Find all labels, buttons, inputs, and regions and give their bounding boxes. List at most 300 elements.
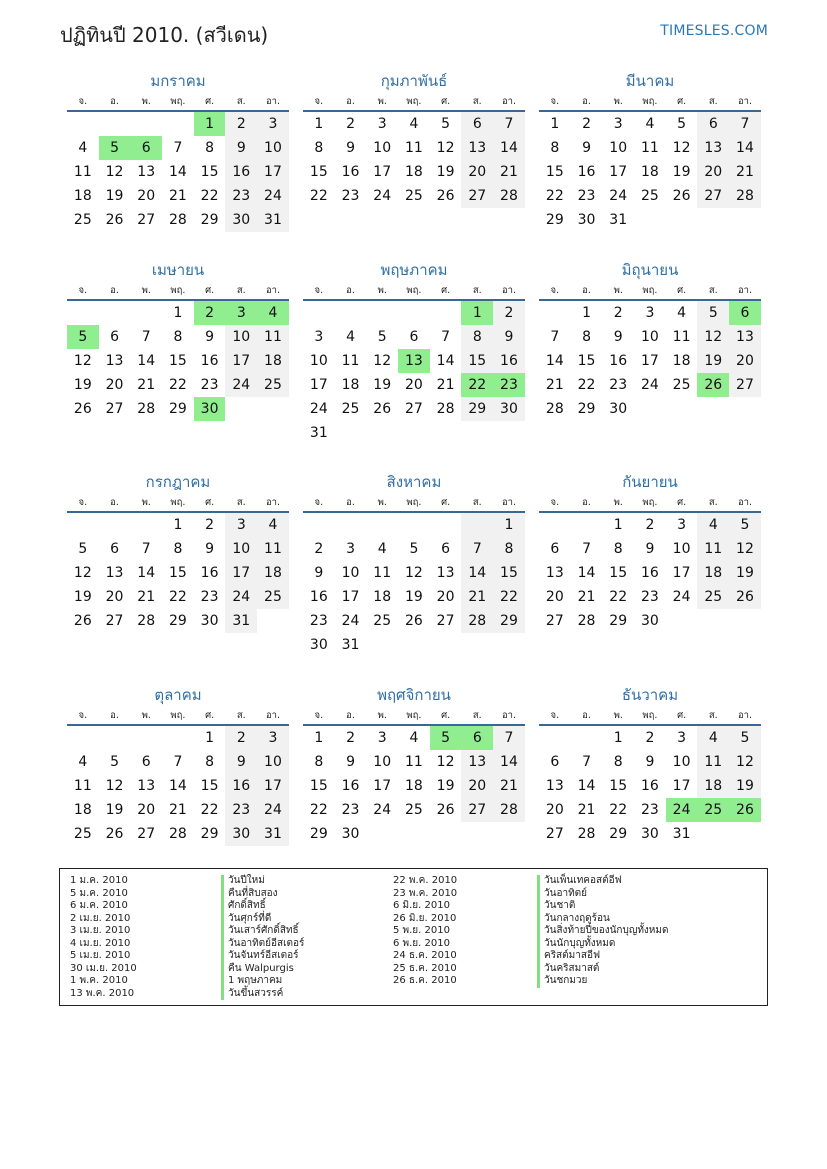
- day-cell: 21: [493, 160, 525, 184]
- weekday-label: ศ.: [441, 285, 451, 296]
- day-cell: 10: [225, 325, 257, 349]
- weekday-label: ส.: [708, 285, 718, 296]
- weekday-label: จ.: [550, 497, 560, 508]
- day-cell: 8: [314, 754, 324, 770]
- day-cell: 3: [677, 730, 687, 746]
- day-cell: 24: [257, 184, 289, 208]
- holiday-date: 4 เม.ย. 2010: [70, 937, 131, 949]
- day-cell: 14: [493, 750, 525, 774]
- holiday-names-col-1: [221, 875, 304, 1000]
- holiday-date: 1 ม.ค. 2010: [70, 875, 128, 886]
- day-grid: [303, 112, 525, 208]
- day-cell: 19: [672, 164, 691, 180]
- day-cell: 17: [257, 160, 289, 184]
- day-cell: 27: [545, 613, 564, 629]
- day-cell: 24: [309, 401, 328, 417]
- day-cell: 24: [341, 613, 360, 629]
- day-cell: 20: [545, 589, 564, 605]
- day-cell: 3: [257, 726, 289, 750]
- day-cell: 14: [137, 565, 156, 581]
- day-cell: 14: [729, 136, 761, 160]
- holiday-names-col-2: [537, 875, 669, 988]
- day-grid: [67, 513, 289, 633]
- day-cell: 11: [341, 353, 360, 369]
- day-cell: 20: [461, 160, 493, 184]
- day-cell: 25: [257, 585, 289, 609]
- day-cell: 21: [137, 589, 156, 605]
- weekday-label: ส.: [708, 710, 718, 721]
- weekday-label: พ.: [377, 96, 387, 107]
- day-cell: 4: [78, 140, 88, 156]
- day-cell: 9: [205, 541, 215, 557]
- day-cell: 29: [577, 401, 596, 417]
- holiday-date: 5 ม.ค. 2010: [70, 887, 128, 899]
- empty-day-cell: [130, 513, 162, 537]
- day-cell: 4: [409, 116, 419, 132]
- weekday-header: [539, 706, 761, 726]
- day-cell: 16: [640, 565, 659, 581]
- day-cell: 4: [346, 329, 355, 345]
- empty-day-cell: [99, 301, 131, 325]
- day-cell: 29: [609, 826, 628, 842]
- day-cell: 14: [577, 565, 596, 581]
- day-cell: 12: [436, 754, 455, 770]
- day-cell: 15: [609, 565, 628, 581]
- day-cell: 10: [672, 541, 691, 557]
- day-cell: 29: [609, 613, 628, 629]
- holiday-day-cell: 1: [194, 112, 226, 136]
- day-cell: 31: [341, 637, 360, 653]
- day-cell: 8: [205, 754, 215, 770]
- day-cell: 11: [257, 537, 289, 561]
- holiday-day-cell: 4: [257, 301, 289, 325]
- day-cell: 18: [672, 353, 691, 369]
- day-cell: 17: [640, 353, 659, 369]
- empty-day-cell: [539, 301, 571, 325]
- day-cell: 24: [640, 377, 659, 393]
- day-cell: 9: [493, 325, 525, 349]
- day-cell: 29: [493, 609, 525, 633]
- day-cell: 6: [461, 112, 493, 136]
- day-cell: 16: [341, 778, 360, 794]
- weekday-label: ส.: [236, 497, 246, 508]
- holiday-name: วันจันทร์อีสเตอร์: [221, 950, 304, 963]
- day-grid: [303, 513, 525, 657]
- day-cell: 2: [493, 301, 525, 325]
- day-cell: 4: [78, 754, 88, 770]
- day-cell: 19: [729, 561, 761, 585]
- holiday-day-cell: 30: [194, 397, 226, 421]
- day-cell: 31: [672, 826, 691, 842]
- holiday-name: วันชาติ: [537, 900, 669, 913]
- day-cell: 22: [200, 188, 219, 204]
- day-cell: 12: [105, 778, 124, 794]
- weekday-label: อา.: [737, 285, 752, 296]
- day-cell: 3: [677, 517, 687, 533]
- month-name: พฤศจิกายน: [377, 686, 451, 704]
- month-name: มิถุนายน: [621, 261, 679, 279]
- weekday-label: ศ.: [205, 710, 215, 721]
- weekday-label: อา.: [501, 710, 516, 721]
- weekday-label: พฤ.: [170, 285, 186, 296]
- day-cell: 11: [640, 140, 659, 156]
- day-cell: 27: [105, 401, 124, 417]
- holiday-day-cell: 6: [461, 726, 493, 750]
- day-cell: 8: [173, 329, 183, 345]
- day-cell: 20: [404, 377, 423, 393]
- day-cell: 23: [309, 613, 328, 629]
- weekday-label: พ.: [613, 96, 623, 107]
- day-cell: 19: [404, 589, 423, 605]
- day-cell: 24: [257, 798, 289, 822]
- weekday-label: ส.: [236, 710, 246, 721]
- weekday-label: ศ.: [205, 497, 215, 508]
- weekday-label: พ.: [613, 497, 623, 508]
- weekday-header: [539, 281, 761, 301]
- weekday-label: ศ.: [677, 285, 687, 296]
- day-cell: 24: [225, 373, 257, 397]
- weekday-header: [67, 706, 289, 726]
- day-cell: 28: [577, 613, 596, 629]
- day-cell: 16: [309, 589, 328, 605]
- day-cell: 26: [105, 826, 124, 842]
- day-cell: 17: [341, 589, 360, 605]
- day-cell: 18: [640, 164, 659, 180]
- day-cell: 22: [609, 802, 628, 818]
- day-cell: 26: [436, 802, 455, 818]
- weekday-label: พฤ.: [170, 96, 186, 107]
- empty-day-cell: [99, 112, 131, 136]
- day-cell: 2: [582, 116, 591, 132]
- day-cell: 18: [257, 561, 289, 585]
- weekday-header: [303, 493, 525, 513]
- holiday-list: [59, 868, 768, 1006]
- day-cell: 5: [677, 116, 687, 132]
- weekday-header: [303, 706, 525, 726]
- day-cell: 27: [461, 184, 493, 208]
- day-cell: 21: [436, 377, 455, 393]
- holiday-name: วันสิ่งท้ายปีของนักบุญทั้งหมด: [537, 925, 669, 938]
- day-cell: 9: [346, 754, 355, 770]
- weekday-header: [539, 92, 761, 112]
- day-cell: 17: [373, 164, 392, 180]
- day-cell: 3: [257, 112, 289, 136]
- day-cell: 31: [225, 609, 257, 633]
- day-cell: 6: [550, 541, 560, 557]
- holiday-name: 1 พฤษภาคม: [221, 975, 304, 988]
- holiday-dates-col-2: [393, 875, 457, 988]
- day-cell: 21: [577, 802, 596, 818]
- day-cell: 9: [582, 140, 591, 156]
- day-cell: 23: [640, 802, 659, 818]
- day-cell: 26: [672, 188, 691, 204]
- day-cell: 15: [609, 778, 628, 794]
- day-cell: 27: [137, 826, 156, 842]
- day-cell: 8: [461, 325, 493, 349]
- weekday-label: อ.: [346, 710, 355, 721]
- day-cell: 30: [640, 613, 659, 629]
- weekday-label: จ.: [550, 710, 560, 721]
- holiday-name: วันเสาร์ศักดิ์สิทธิ์: [221, 925, 304, 938]
- day-cell: 22: [493, 585, 525, 609]
- day-cell: 24: [609, 188, 628, 204]
- day-cell: 5: [409, 541, 419, 557]
- day-cell: 16: [609, 353, 628, 369]
- empty-day-cell: [67, 513, 99, 537]
- day-cell: 15: [461, 349, 493, 373]
- day-cell: 10: [609, 140, 628, 156]
- day-cell: 7: [582, 541, 591, 557]
- day-cell: 7: [729, 112, 761, 136]
- day-cell: 16: [200, 353, 219, 369]
- holiday-day-cell: 26: [697, 373, 729, 397]
- holiday-date: 25 ธ.ค. 2010: [393, 962, 457, 974]
- holiday-date: 5 พ.ย. 2010: [393, 925, 450, 936]
- day-cell: 7: [582, 754, 591, 770]
- day-cell: 6: [110, 541, 119, 557]
- holiday-date: 2 เม.ย. 2010: [70, 912, 131, 924]
- weekday-label: พ.: [377, 497, 387, 508]
- day-cell: 13: [137, 778, 156, 794]
- holiday-name: วันอาทิตย์: [537, 888, 669, 901]
- weekday-label: อา.: [265, 285, 280, 296]
- day-cell: 12: [373, 353, 392, 369]
- day-cell: 17: [309, 377, 328, 393]
- day-cell: 19: [436, 164, 455, 180]
- day-cell: 30: [341, 826, 360, 842]
- day-cell: 15: [168, 353, 187, 369]
- day-cell: 18: [73, 188, 92, 204]
- day-cell: 22: [168, 589, 187, 605]
- day-cell: 31: [609, 212, 628, 228]
- day-cell: 27: [461, 798, 493, 822]
- day-cell: 2: [645, 730, 655, 746]
- day-cell: 29: [200, 826, 219, 842]
- day-cell: 8: [550, 140, 560, 156]
- day-cell: 28: [729, 184, 761, 208]
- day-cell: 22: [200, 802, 219, 818]
- weekday-label: ส.: [472, 285, 482, 296]
- day-grid: [539, 513, 761, 633]
- day-cell: 8: [314, 140, 324, 156]
- day-cell: 29: [309, 826, 328, 842]
- day-cell: 6: [441, 541, 451, 557]
- day-cell: 11: [257, 325, 289, 349]
- empty-day-cell: [99, 726, 131, 750]
- day-cell: 17: [672, 778, 691, 794]
- day-cell: 3: [377, 730, 387, 746]
- day-cell: 1: [493, 513, 525, 537]
- month-name: เมษายน: [151, 261, 205, 279]
- day-cell: 13: [545, 778, 564, 794]
- day-cell: 19: [73, 377, 92, 393]
- day-cell: 20: [137, 802, 156, 818]
- day-cell: 25: [640, 188, 659, 204]
- day-cell: 12: [73, 353, 92, 369]
- month-name: ธันวาคม: [621, 686, 679, 704]
- day-cell: 9: [225, 750, 257, 774]
- day-cell: 12: [697, 325, 729, 349]
- weekday-label: พฤ.: [406, 497, 422, 508]
- month-block: [539, 684, 761, 846]
- day-cell: 20: [105, 589, 124, 605]
- day-cell: 7: [493, 726, 525, 750]
- day-cell: 25: [73, 212, 92, 228]
- weekday-label: จ.: [314, 497, 324, 508]
- day-cell: 2: [314, 541, 324, 557]
- holiday-day-cell: 3: [225, 301, 257, 325]
- weekday-label: พฤ.: [642, 497, 658, 508]
- day-cell: 4: [697, 726, 729, 750]
- empty-day-cell: [130, 301, 162, 325]
- day-cell: 23: [577, 188, 596, 204]
- day-cell: 2: [645, 517, 655, 533]
- day-cell: 12: [73, 565, 92, 581]
- day-cell: 12: [672, 140, 691, 156]
- day-cell: 9: [613, 329, 623, 345]
- day-cell: 5: [729, 513, 761, 537]
- weekday-label: พฤ.: [170, 497, 186, 508]
- weekday-label: พ.: [613, 710, 623, 721]
- day-cell: 30: [200, 613, 219, 629]
- empty-day-cell: [398, 513, 430, 537]
- day-cell: 17: [257, 774, 289, 798]
- day-cell: 13: [137, 164, 156, 180]
- day-cell: 6: [697, 112, 729, 136]
- day-cell: 22: [577, 377, 596, 393]
- day-cell: 16: [577, 164, 596, 180]
- day-cell: 27: [729, 373, 761, 397]
- day-grid: [67, 112, 289, 232]
- weekday-label: พฤ.: [642, 96, 658, 107]
- day-cell: 14: [436, 353, 455, 369]
- empty-day-cell: [430, 513, 462, 537]
- day-cell: 14: [545, 353, 564, 369]
- day-cell: 22: [609, 589, 628, 605]
- day-cell: 14: [493, 136, 525, 160]
- empty-day-cell: [335, 513, 367, 537]
- holiday-date: 13 พ.ค. 2010: [70, 987, 135, 999]
- holiday-day-cell: 5: [430, 726, 462, 750]
- day-cell: 20: [461, 774, 493, 798]
- day-cell: 20: [137, 188, 156, 204]
- day-cell: 18: [697, 774, 729, 798]
- day-cell: 8: [613, 541, 623, 557]
- day-cell: 24: [672, 589, 691, 605]
- day-cell: 9: [205, 329, 215, 345]
- day-cell: 25: [672, 377, 691, 393]
- weekday-label: จ.: [550, 285, 560, 296]
- day-cell: 26: [404, 613, 423, 629]
- day-cell: 2: [205, 517, 215, 533]
- day-cell: 1: [613, 517, 623, 533]
- empty-day-cell: [130, 112, 162, 136]
- day-cell: 28: [461, 609, 493, 633]
- day-cell: 15: [168, 565, 187, 581]
- month-block: [67, 70, 289, 232]
- day-cell: 10: [257, 136, 289, 160]
- day-grid: [303, 301, 525, 445]
- day-cell: 6: [409, 329, 419, 345]
- day-cell: 26: [436, 188, 455, 204]
- holiday-day-cell: 1: [461, 301, 493, 325]
- day-cell: 23: [640, 589, 659, 605]
- holiday-name: ศักดิ์สิทธิ์: [221, 900, 304, 913]
- empty-day-cell: [539, 726, 571, 750]
- day-cell: 27: [404, 401, 423, 417]
- day-cell: 20: [545, 802, 564, 818]
- day-cell: 16: [493, 349, 525, 373]
- holiday-day-cell: 2: [194, 301, 226, 325]
- day-cell: 16: [640, 778, 659, 794]
- empty-day-cell: [571, 726, 603, 750]
- weekday-header: [67, 92, 289, 112]
- weekday-label: อ.: [110, 710, 119, 721]
- weekday-label: อา.: [265, 710, 280, 721]
- day-cell: 6: [110, 329, 119, 345]
- day-cell: 19: [105, 802, 124, 818]
- day-cell: 8: [493, 537, 525, 561]
- weekday-label: พ.: [141, 497, 151, 508]
- day-cell: 11: [73, 778, 92, 794]
- day-cell: 5: [729, 726, 761, 750]
- day-cell: 30: [609, 401, 628, 417]
- empty-day-cell: [398, 301, 430, 325]
- day-cell: 4: [645, 116, 655, 132]
- holiday-day-cell: 6: [729, 301, 761, 325]
- holiday-name: วันชกมวย: [537, 975, 669, 988]
- empty-day-cell: [303, 513, 335, 537]
- day-cell: 15: [493, 561, 525, 585]
- weekday-header: [67, 281, 289, 301]
- month-name: พฤษภาคม: [380, 261, 448, 279]
- day-cell: 4: [697, 513, 729, 537]
- day-cell: 17: [609, 164, 628, 180]
- month-block: [67, 259, 289, 421]
- day-cell: 30: [225, 208, 257, 232]
- weekday-header: [67, 493, 289, 513]
- weekday-label: อ.: [582, 710, 591, 721]
- day-cell: 28: [493, 798, 525, 822]
- holiday-date: 5 เม.ย. 2010: [70, 950, 131, 961]
- day-cell: 16: [200, 565, 219, 581]
- day-cell: 5: [377, 329, 387, 345]
- day-cell: 7: [441, 329, 451, 345]
- day-cell: 17: [672, 565, 691, 581]
- day-cell: 8: [173, 541, 183, 557]
- weekday-label: พ.: [141, 96, 151, 107]
- day-cell: 20: [436, 589, 455, 605]
- empty-day-cell: [366, 513, 398, 537]
- day-cell: 19: [105, 188, 124, 204]
- empty-day-cell: [571, 513, 603, 537]
- day-cell: 12: [729, 750, 761, 774]
- holiday-day-cell: 23: [493, 373, 525, 397]
- empty-day-cell: [67, 301, 99, 325]
- weekday-label: จ.: [314, 96, 324, 107]
- day-cell: 11: [404, 754, 423, 770]
- day-cell: 27: [436, 613, 455, 629]
- day-cell: 25: [697, 585, 729, 609]
- brand-link[interactable]: TIMESLES.COM: [660, 23, 768, 39]
- weekday-label: พ.: [141, 710, 151, 721]
- day-cell: 4: [257, 513, 289, 537]
- holiday-day-cell: 5: [99, 136, 131, 160]
- day-cell: 27: [545, 826, 564, 842]
- day-cell: 10: [225, 537, 257, 561]
- day-cell: 11: [697, 750, 729, 774]
- empty-day-cell: [303, 301, 335, 325]
